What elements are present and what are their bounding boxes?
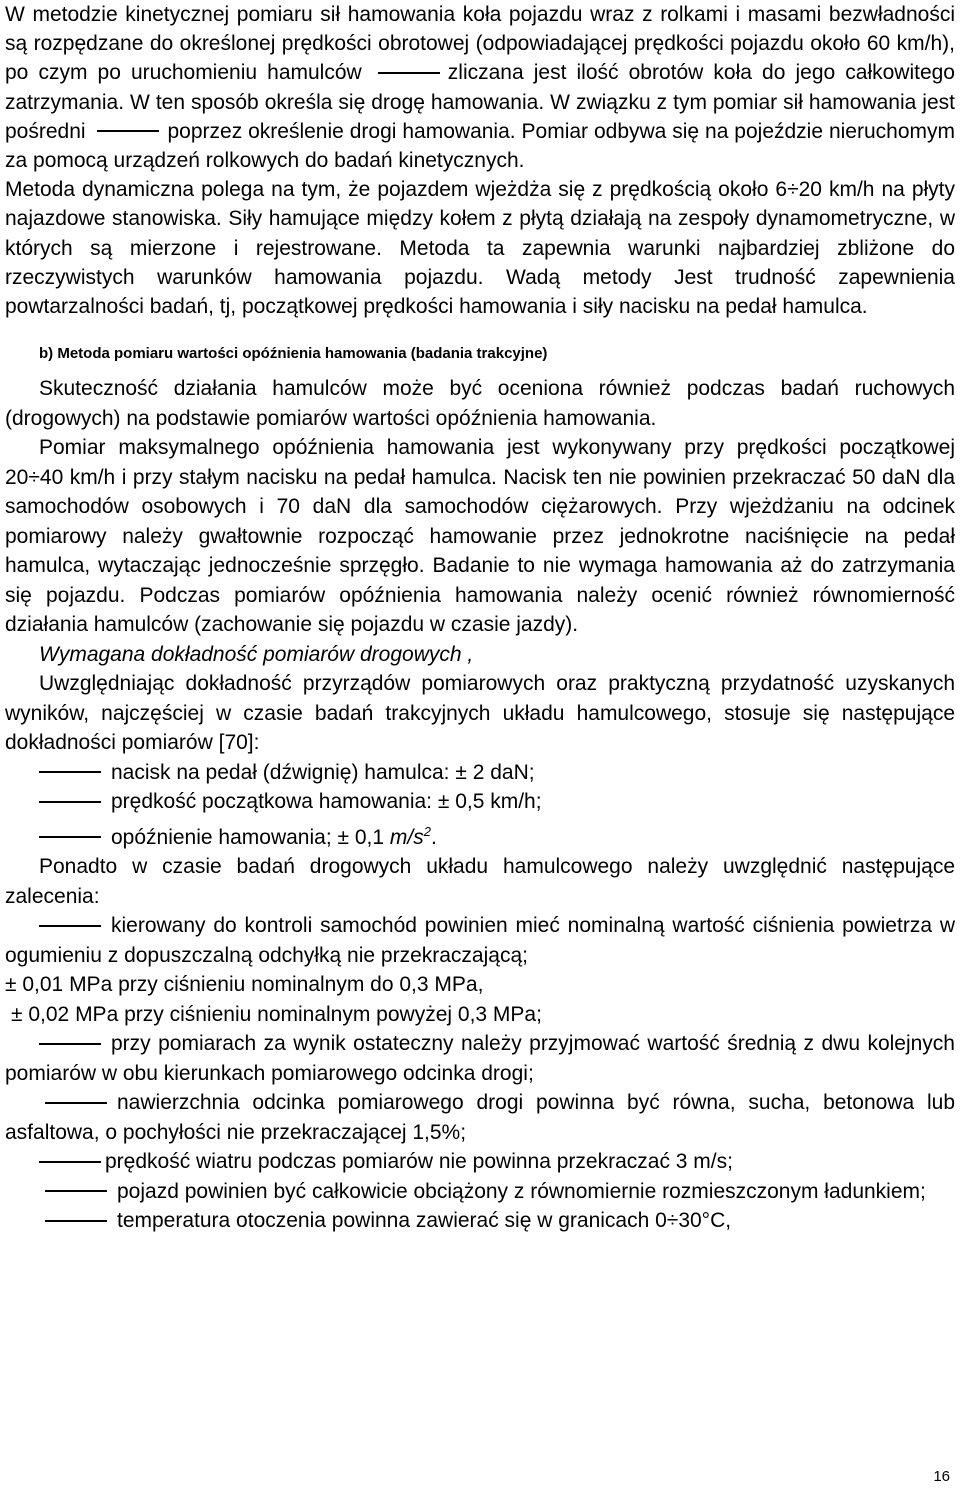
paragraph-dynamic-method: Metoda dynamiczna polega na tym, że pojazdem wjeżdża się z prędkością około 6÷20 km/h na płyty najazdowe stanowiska. Siły hamujące między kołem z płytą działają na zespoły dynamometryczne, w których są mierzone i rejestrowane. Metoda ta zapewnia warunki najbardziej zbliżone do rzeczywistych warunków hamowania pojazdu. Wadą metody Jest trudność zapewnienia powtarzalności badań, tj, początkowej prędkości hamowania i siły nacisku na pedał hamulca. [5, 178, 955, 319]
section-heading: b) Metoda pomiaru wartości opóźnienia hamowania (badania trakcyjne) [39, 345, 548, 363]
em-dash [378, 72, 440, 74]
list-item: przy pomiarach za wynik ostateczny należy przyjmować wartość średnią z dwu kolejnych pomiarów w obu kierunkach pomiarowego odcinka drogi; [5, 1032, 955, 1085]
list-item: opóźnienie hamowania; ± 0,1 $m/s^2$. [5, 817, 955, 853]
list-dash [39, 801, 101, 803]
list-dash [45, 1220, 107, 1222]
list-item: temperatura otoczenia powinna zawierać się w granicach 0÷30°C, [5, 1206, 955, 1236]
list-dash [39, 771, 101, 773]
paragraph-road-tests: Skuteczność działania hamulców może być oceniona również podczas badań ruchowych (drogowych) na podstawie pomiarów wartości opóźnienia hamowania. [5, 377, 955, 430]
paragraph-max-deceleration: Pomiar maksymalnego opóźnienia hamowania jest wykonywany przy prędkości początkowej 20÷40 km/h i przy stałym nacisku na pedał hamulca. Nacisk ten nie powinien przekraczać 50 daN dla samochodów osobowych i 70 daN dla samochodów ciężarowych. Przy wjeżdżaniu na odcinek pomiarowy należy gwałtownie rozpocząć hamowanie przez jednokrotne naciśnięcie na pedał hamulca, wytaczając jednocześnie sprzęgło. Badanie to nie wymaga hamowania aż do zatrzymania się pojazdu. Podczas pomiarów opóźnienia hamowania należy ocenić również równomierność działania hamulców (zachowanie się pojazdu w czasie jazdy). [5, 436, 955, 637]
list-subitem: ± 0,01 MPa przy ciśnieniu nominalnym do 0,3 MPa, [5, 973, 484, 997]
list-item: nawierzchnia odcinka pomiarowego drogi powinna być równa, sucha, betonowa lub asfaltowa, o pochyłości nie przekraczającej 1,5%; [5, 1091, 955, 1144]
em-dash [97, 130, 159, 132]
paragraph-kinetic-method: W metodzie kinetycznej pomiaru sił hamowania koła pojazdu wraz z rolkami i masami bezwładności są rozpędzane do określonej prędkości obrotowej (odpowiadającej prędkości pojazdu około 60 km/h), po czym po uruchomieniu hamulców zliczana jest ilość obrotów koła do jego całkowitego zatrzymania. W ten sposób określa się drogę hamowania. W związku z tym pomiar sił hamowania jest pośredni poprzez określenie drogi hamowania. Pomiar odbywa się na pojeździe nieruchomym za pomocą urządzeń rolkowych do badań kinetycznych. [5, 3, 955, 173]
list-dash [45, 1102, 107, 1104]
paragraph-accuracy: Uwzględniając dokładność przyrządów pomiarowych oraz praktyczną przydatność uzyskanych wyników, najczęściej w czasie badań trakcyjnych układu hamulcowego, stosuje się następujące dokładności pomiarów [70]: [5, 672, 955, 755]
list-dash [39, 925, 101, 927]
list-item: nacisk na pedał (dźwignię) hamulca: ± 2 daN; [5, 758, 955, 788]
list-subitem: ± 0,02 MPa przy ciśnieniu nominalnym powyżej 0,3 MPa; [11, 1002, 542, 1026]
list-dash [45, 1190, 107, 1192]
paragraph-recommendations: Ponadto w czasie badań drogowych układu hamulcowego należy uwzględnić następujące zalecenia: [5, 855, 955, 908]
page-number: 16 [933, 1468, 950, 1485]
list-dash [39, 836, 101, 838]
document-page [5, 0, 955, 1236]
list-item: pojazd powinien być całkowicie obciążony z równomiernie rozmieszczonym ładunkiem; [5, 1177, 955, 1207]
list-item: prędkość wiatru podczas pomiarów nie powinna przekraczać 3 m/s; [5, 1147, 955, 1177]
list-dash [39, 1161, 101, 1163]
list-item: prędkość początkowa hamowania: ± 0,5 km/h; [5, 787, 955, 817]
paragraph-accuracy-heading: Wymagana dokładność pomiarów drogowych , [39, 642, 474, 666]
list-item: kierowany do kontroli samochód powinien mieć nominalną wartość ciśnienia powietrza w ogumieniu z dopuszczalną odchyłką nie przekraczającą; [5, 914, 955, 967]
list-dash [39, 1043, 101, 1045]
